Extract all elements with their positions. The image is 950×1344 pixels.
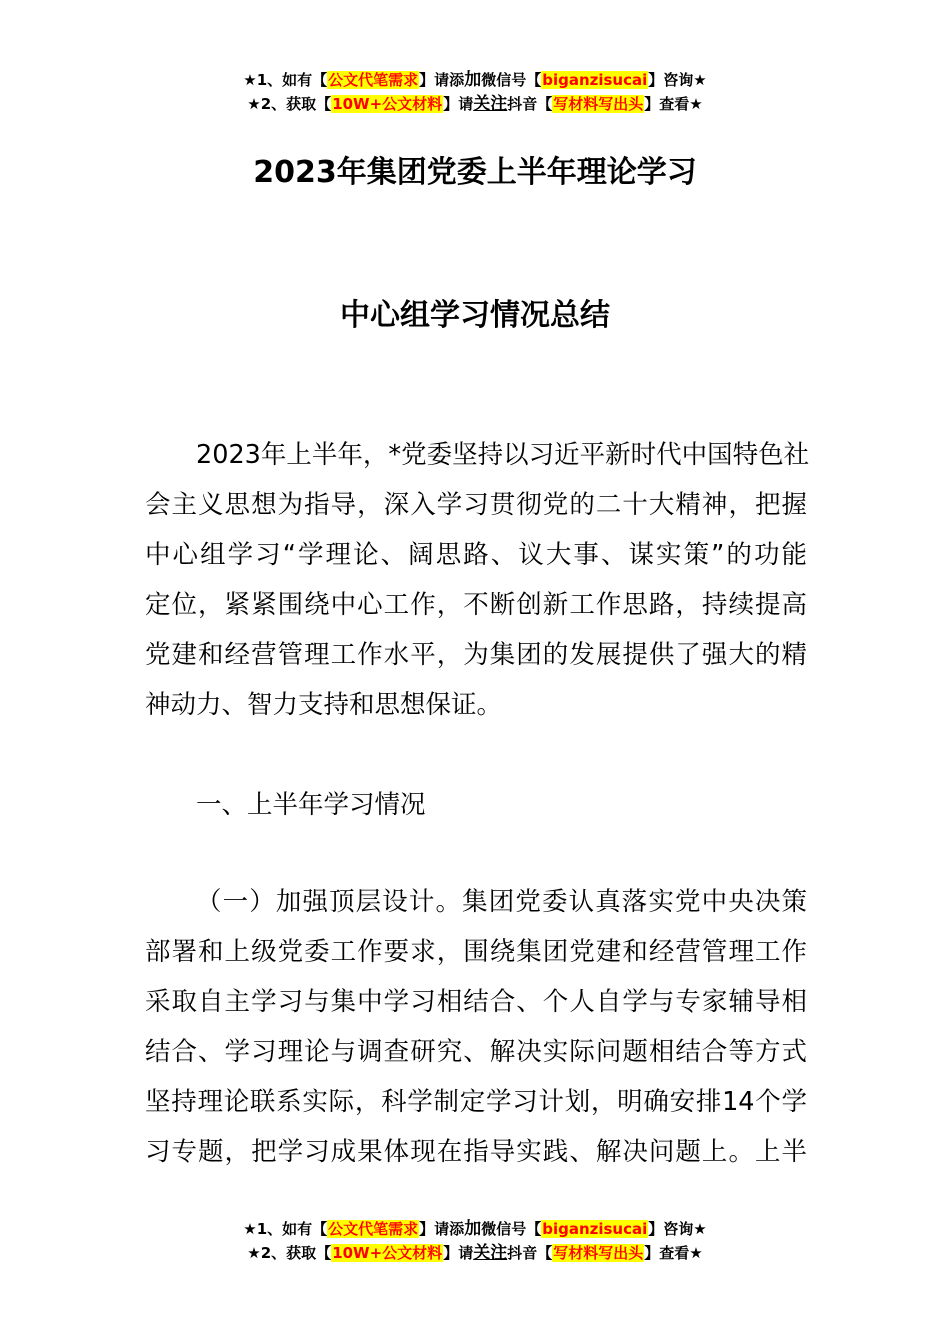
paragraph-line: 习专题，把学习成果体现在指导实践、解决问题上。上半 bbox=[145, 1137, 807, 1167]
banner-line-2 bbox=[0, 92, 950, 116]
paragraph-line: 部署和上级党委工作要求，围绕集团党建和经营管理工作 bbox=[145, 937, 807, 967]
banner-line-1 bbox=[0, 1217, 950, 1241]
banner-text: 】请 bbox=[443, 1244, 474, 1262]
banner-text: 加 bbox=[464, 1219, 482, 1239]
highlight-materials: 10W+公文材料 bbox=[332, 95, 443, 113]
subsection-paragraph bbox=[145, 877, 807, 1177]
star-icon: ★ bbox=[693, 71, 707, 89]
paragraph-line: 2023年上半年，*党委坚持以习近平新时代中国特色社 bbox=[196, 440, 810, 470]
star-icon: ★ bbox=[247, 1244, 261, 1262]
paragraph-line: （一）加强顶层设计。集团党委认真落实党中央决策 bbox=[196, 887, 807, 917]
banner-text: 】咨询 bbox=[648, 1220, 694, 1238]
banner-text: 微信号【 bbox=[481, 71, 542, 89]
banner-text: 抖音【 bbox=[507, 1244, 553, 1262]
banner-text: 】请添 bbox=[419, 1220, 465, 1238]
banner-text: 】咨询 bbox=[648, 71, 694, 89]
paragraph-line: 定位，紧紧围绕中心工作，不断创新工作思路，持续提高 bbox=[145, 590, 807, 620]
document-title-line-2: 中心组学习情况总结 bbox=[340, 298, 610, 333]
banner-text: 关注 bbox=[473, 94, 508, 114]
banner-text: 】请 bbox=[443, 95, 474, 113]
star-icon: ★ bbox=[689, 1244, 703, 1262]
banner-text: 2、获取【 bbox=[260, 95, 332, 113]
banner-text: 1、如有【 bbox=[256, 71, 328, 89]
banner-text: 抖音【 bbox=[507, 95, 553, 113]
intro-paragraph bbox=[145, 430, 810, 730]
paragraph-line: 会主义思想为指导，深入学习贯彻党的二十大精神，把握 bbox=[145, 490, 807, 520]
highlight-service: 公文代笔需求 bbox=[328, 1220, 419, 1238]
banner-text: 加 bbox=[464, 70, 482, 90]
document-title-line-1: 2023年集团党委上半年理论学习 bbox=[253, 155, 697, 190]
paragraph-line: 中心组学习“学理论、阔思路、议大事、谋实策”的功能 bbox=[145, 540, 807, 570]
star-icon: ★ bbox=[243, 71, 257, 89]
highlight-douyin-account: 写材料写出头 bbox=[553, 1244, 644, 1262]
section-heading-text: 一、上半年学习情况 bbox=[196, 790, 426, 820]
banner-text: 】查看 bbox=[644, 1244, 690, 1262]
highlight-douyin-account: 写材料写出头 bbox=[553, 95, 644, 113]
star-icon: ★ bbox=[689, 95, 703, 113]
banner-text: 关注 bbox=[473, 1243, 508, 1263]
paragraph-line: 采取自主学习与集中学习相结合、个人自学与专家辅导相 bbox=[145, 987, 807, 1017]
banner-text: 2、获取【 bbox=[260, 1244, 332, 1262]
banner-text: 微信号【 bbox=[481, 1220, 542, 1238]
highlight-wechat-id: biganzisucai bbox=[542, 1220, 648, 1238]
banner-line-2 bbox=[0, 1241, 950, 1265]
section-heading bbox=[145, 780, 807, 830]
banner-line-1 bbox=[0, 68, 950, 92]
banner-text: 1、如有【 bbox=[256, 1220, 328, 1238]
highlight-materials: 10W+公文材料 bbox=[332, 1244, 443, 1262]
paragraph-line: 结合、学习理论与调查研究、解决实际问题相结合等方式 bbox=[145, 1037, 807, 1067]
header-banner bbox=[0, 68, 950, 116]
footer-banner bbox=[0, 1217, 950, 1265]
star-icon: ★ bbox=[693, 1220, 707, 1238]
paragraph-line: 党建和经营管理工作水平，为集团的发展提供了强大的精 bbox=[145, 640, 807, 670]
highlight-service: 公文代笔需求 bbox=[328, 71, 419, 89]
star-icon: ★ bbox=[243, 1220, 257, 1238]
banner-text: 】查看 bbox=[644, 95, 690, 113]
highlight-wechat-id: biganzisucai bbox=[542, 71, 648, 89]
star-icon: ★ bbox=[247, 95, 261, 113]
paragraph-line: 坚持理论联系实际，科学制定学习计划，明确安排14个学 bbox=[145, 1087, 807, 1117]
banner-text: 】请添 bbox=[419, 71, 465, 89]
paragraph-line: 神动力、智力支持和思想保证。 bbox=[145, 690, 503, 720]
